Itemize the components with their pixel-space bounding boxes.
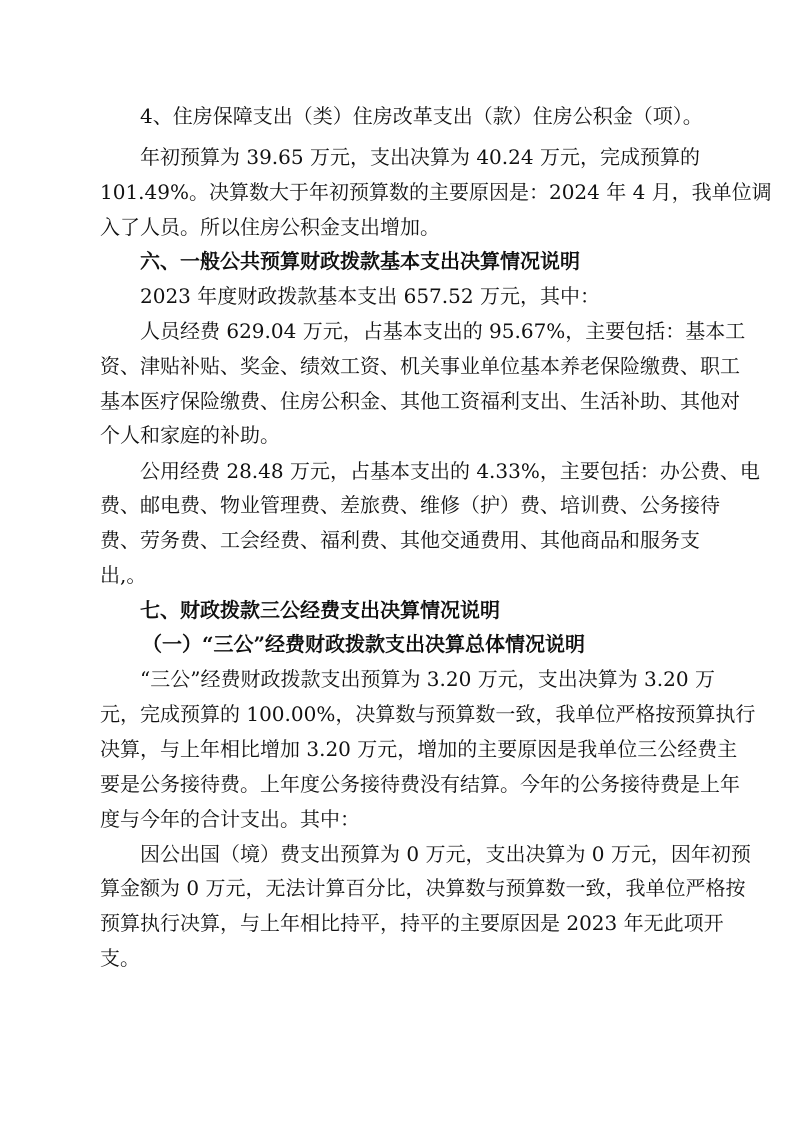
paragraph-line: 入了人员。所以住房公积金支出增加。 — [100, 215, 440, 239]
paragraph-line: 年初预算为 39.65 万元，支出决算为 40.24 万元，完成预算的 — [140, 145, 700, 169]
paragraph-line: 算金额为 0 万元，无法计算百分比，决算数与预算数一致，我单位严格按 — [100, 876, 746, 900]
paragraph-line: 决算，与上年相比增加 3.20 万元，增加的主要原因是我单位三公经费主 — [100, 737, 738, 761]
paragraph-line: 人员经费 629.04 万元，占基本支出的 95.67%，主要包括：基本工 — [140, 319, 746, 343]
paragraph-line: 101.49%。决算数大于年初预算数的主要原因是：2024 年 4 月，我单位调 — [100, 180, 772, 204]
subsection-heading: （一）“三公”经费财政拨款支出决算总体情况说明 — [142, 632, 586, 656]
paragraph-line: 度与今年的合计支出。其中： — [100, 807, 360, 831]
paragraph-line: 2023 年度财政拨款基本支出 657.52 万元，其中： — [140, 284, 600, 308]
paragraph-line: “三公”经费财政拨款支出预算为 3.20 万元，支出决算为 3.20 万 — [140, 667, 715, 691]
paragraph-line: 要是公务接待费。上年度公务接待费没有结算。今年的公务接待费是上年 — [100, 772, 740, 796]
paragraph-line: 支。 — [100, 946, 140, 970]
paragraph-line: 元，完成预算的 100.00%，决算数与预算数一致，我单位严格按预算执行 — [100, 702, 756, 726]
paragraph-line: 4、住房保障支出（类）住房改革支出（款）住房公积金（项）。 — [140, 104, 703, 128]
paragraph-line: 个人和家庭的补助。 — [100, 423, 280, 447]
paragraph-line: 资、津贴补贴、奖金、绩效工资、机关事业单位基本养老保险缴费、职工 — [100, 354, 740, 378]
paragraph-line: 基本医疗保险缴费、住房公积金、其他工资福利支出、生活补助、其他对 — [100, 389, 740, 413]
paragraph-line: 预算执行决算，与上年相比持平，持平的主要原因是 2023 年无此项开 — [100, 911, 724, 935]
paragraph-line: 出,。 — [100, 563, 147, 587]
paragraph-line: 费、劳务费、工会经费、福利费、其他交通费用、其他商品和服务支 — [100, 528, 700, 552]
section-heading-6: 六、一般公共预算财政拨款基本支出决算情况说明 — [140, 249, 580, 273]
paragraph-line: 因公出国（境）费支出预算为 0 万元，支出决算为 0 万元，因年初预 — [140, 842, 751, 866]
section-heading-7: 七、财政拨款三公经费支出决算情况说明 — [140, 598, 500, 622]
paragraph-line: 费、邮电费、物业管理费、差旅费、维修（护）费、培训费、公务接待 — [100, 493, 720, 517]
paragraph-line: 公用经费 28.48 万元，占基本支出的 4.33%，主要包括：办公费、电 — [140, 459, 760, 483]
